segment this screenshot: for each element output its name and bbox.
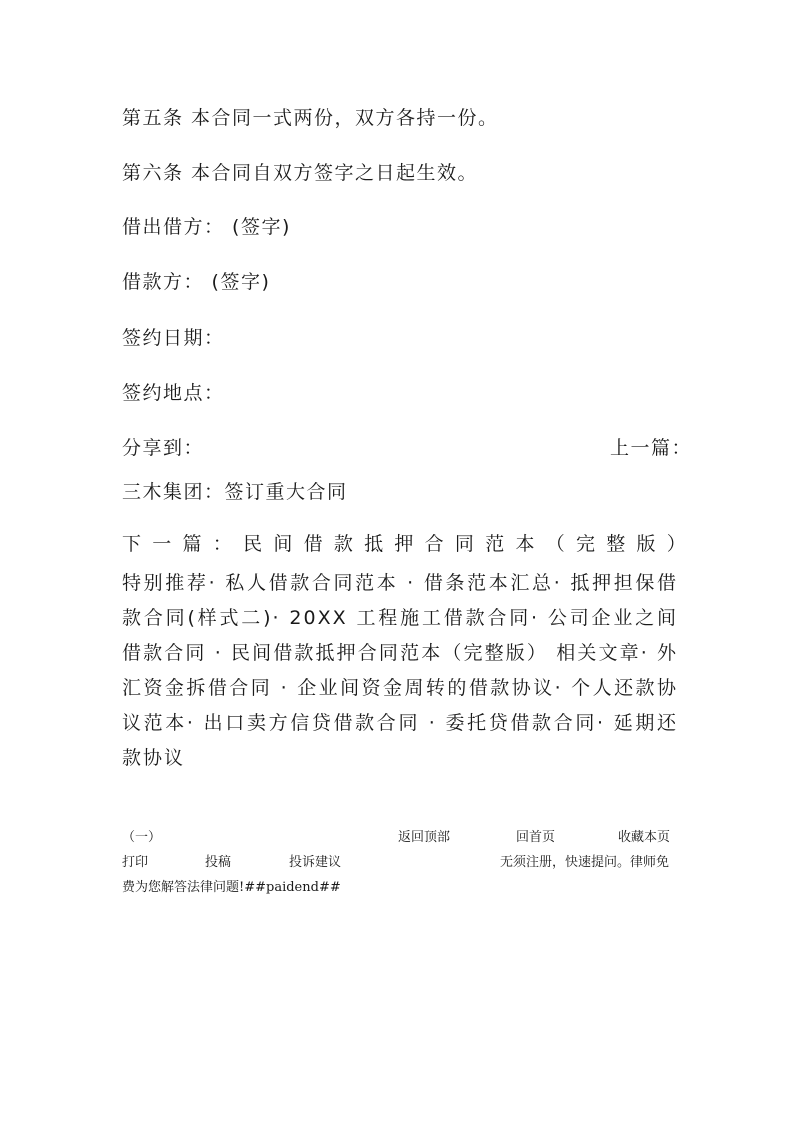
footer-index: （一） [122,830,162,845]
next-article-char: 押 [394,533,414,555]
next-article-char: ） [666,533,686,555]
next-article-char: 款 [333,533,353,555]
next-article-char: 抵 [364,533,384,555]
next-article-char: ： [212,533,232,555]
next-article-char: 间 [273,533,293,555]
sign-place: 签约地点： [122,382,225,404]
prev-article-label: 上一篇： [610,437,693,459]
clause-5: 第五条 本合同一式两份，双方各持一份。 [122,107,499,129]
share-label: 分享到： [122,437,205,459]
next-article-char: 完 [575,533,595,555]
ask-lawyer-notice: 无须注册，快速提问。律师免 [500,855,670,870]
lender-signature: 借出借方： (签字) [122,216,291,238]
next-article-char: （ [545,533,565,555]
next-article-link[interactable] [122,532,686,556]
prev-article-link[interactable]: 三木集团：签订重大合同 [122,481,348,503]
complaint-link[interactable]: 投诉建议 [289,855,342,870]
back-to-top-link[interactable]: 返回顶部 [398,830,451,845]
print-link[interactable]: 打印 [122,855,149,870]
ask-lawyer-notice-cont: 费为您解答法律问题!##paidend## [122,880,341,895]
next-article-char: 合 [424,533,444,555]
borrower-signature: 借款方： (签字) [122,271,271,293]
next-article-char: 篇 [182,533,202,555]
home-link[interactable]: 回首页 [516,830,556,845]
next-article-char: 一 [152,533,172,555]
next-article-char: 范 [485,533,505,555]
next-article-char: 版 [636,533,656,555]
clause-6: 第六条 本合同自双方签字之日起生效。 [122,162,479,184]
submit-link[interactable]: 投稿 [205,855,232,870]
next-article-char: 民 [243,533,263,555]
sign-date: 签约日期： [122,327,225,349]
next-article-char: 同 [454,533,474,555]
next-article-char: 下 [122,533,142,555]
recommended-articles[interactable]: 特别推荐· 私人借款合同范本 · 借条范本汇总· 抵押担保借款合同(样式二)· 20XX 工程施工借款合同· 公司企业之间借款合同 · 民间借款抵押合同范本（完整版） 相关文章· 外汇资金拆借合同 · 企业间资金周转的借款协议· 个人还款协议范本· 出口卖方信贷借款合同 · 委托贷借款合同· 延期还款协议 [122,572,678,769]
next-article-char: 借 [303,533,323,555]
favorite-link[interactable]: 收藏本页 [618,830,671,845]
next-article-char: 本 [515,533,535,555]
next-article-char: 整 [606,533,626,555]
